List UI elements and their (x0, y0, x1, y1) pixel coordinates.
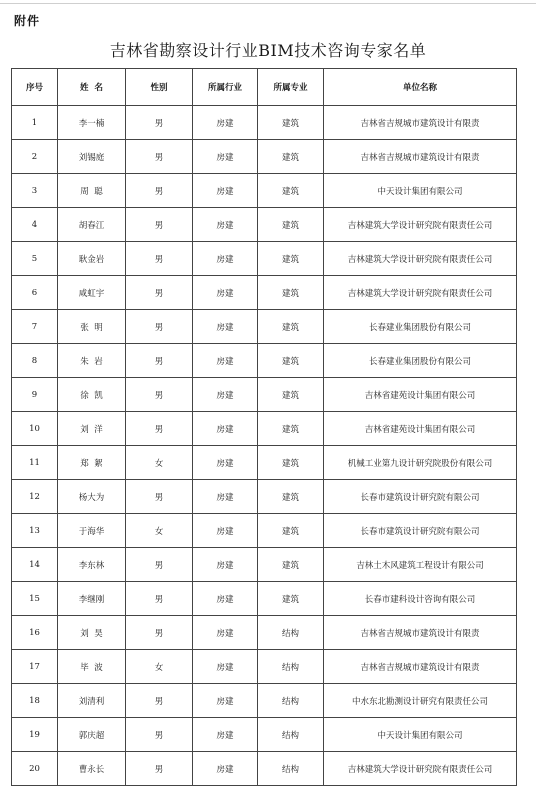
organization-cell: 机械工业第九设计研究院股份有限公司 (324, 446, 517, 480)
header-industry: 所属行业 (193, 69, 258, 106)
table-row (12, 310, 517, 344)
table-row (12, 412, 517, 446)
gender-cell: 男 (126, 140, 193, 174)
table-row (12, 718, 517, 752)
serial-number-cell: 14 (12, 548, 58, 582)
table-row (12, 548, 517, 582)
industry-cell: 房建 (193, 140, 258, 174)
serial-number-cell: 11 (12, 446, 58, 480)
industry-cell: 房建 (193, 514, 258, 548)
organization-cell: 吉林省吉规城市建筑设计有限责 (324, 106, 517, 140)
specialty-cell: 结构 (258, 650, 324, 684)
specialty-cell: 建筑 (258, 548, 324, 582)
gender-cell: 男 (126, 208, 193, 242)
industry-cell: 房建 (193, 446, 258, 480)
table-row (12, 684, 517, 718)
table-row (12, 378, 517, 412)
name-cell: 李一楠 (58, 106, 126, 140)
table-row (12, 208, 517, 242)
table-row (12, 582, 517, 616)
gender-cell: 男 (126, 310, 193, 344)
table-row (12, 514, 517, 548)
specialty-cell: 建筑 (258, 310, 324, 344)
specialty-cell: 建筑 (258, 344, 324, 378)
serial-number-cell: 18 (12, 684, 58, 718)
table-row (12, 650, 517, 684)
serial-number-cell: 4 (12, 208, 58, 242)
industry-cell: 房建 (193, 378, 258, 412)
serial-number-cell: 16 (12, 616, 58, 650)
organization-cell: 吉林省吉规城市建筑设计有限责 (324, 140, 517, 174)
gender-cell: 男 (126, 344, 193, 378)
specialty-cell: 建筑 (258, 378, 324, 412)
specialty-cell: 建筑 (258, 582, 324, 616)
specialty-cell: 结构 (258, 718, 324, 752)
organization-cell: 吉林建筑大学设计研究院有限责任公司 (324, 276, 517, 310)
table-row (12, 616, 517, 650)
serial-number-cell: 15 (12, 582, 58, 616)
table-row (12, 106, 517, 140)
industry-cell: 房建 (193, 310, 258, 344)
gender-cell: 男 (126, 412, 193, 446)
industry-cell: 房建 (193, 242, 258, 276)
table-row (12, 276, 517, 310)
name-cell: 刘 洋 (58, 412, 126, 446)
industry-cell: 房建 (193, 412, 258, 446)
serial-number-cell: 8 (12, 344, 58, 378)
specialty-cell: 结构 (258, 616, 324, 650)
name-cell: 郭庆超 (58, 718, 126, 752)
name-cell: 刘 昊 (58, 616, 126, 650)
expert-list-table (11, 68, 517, 786)
serial-number-cell: 2 (12, 140, 58, 174)
specialty-cell: 建筑 (258, 412, 324, 446)
organization-cell: 中天设计集团有限公司 (324, 718, 517, 752)
gender-cell: 男 (126, 174, 193, 208)
name-cell: 周 聪 (58, 174, 126, 208)
serial-number-cell: 13 (12, 514, 58, 548)
gender-cell: 女 (126, 514, 193, 548)
organization-cell: 吉林建筑大学设计研究院有限责任公司 (324, 208, 517, 242)
organization-cell: 中水东北勘测设计研究有限责任公司 (324, 684, 517, 718)
gender-cell: 女 (126, 446, 193, 480)
name-cell: 李东林 (58, 548, 126, 582)
organization-cell: 长春市建筑设计研究院有限公司 (324, 514, 517, 548)
document-title: 吉林省勘察设计行业BIM技术咨询专家名单 (109, 41, 427, 60)
organization-cell: 长春建业集团股份有限公司 (324, 310, 517, 344)
specialty-cell: 建筑 (258, 514, 324, 548)
industry-cell: 房建 (193, 106, 258, 140)
organization-cell: 吉林省建苑设计集团有限公司 (324, 378, 517, 412)
organization-cell: 中天设计集团有限公司 (324, 174, 517, 208)
table-row (12, 752, 517, 786)
organization-cell: 吉林建筑大学设计研究院有限责任公司 (324, 752, 517, 786)
gender-cell: 男 (126, 718, 193, 752)
header-specialty: 所属专业 (258, 69, 324, 106)
specialty-cell: 结构 (258, 752, 324, 786)
serial-number-cell: 6 (12, 276, 58, 310)
gender-cell: 男 (126, 548, 193, 582)
industry-cell: 房建 (193, 616, 258, 650)
gender-cell: 男 (126, 616, 193, 650)
name-cell: 胡春江 (58, 208, 126, 242)
name-cell: 徐 凯 (58, 378, 126, 412)
serial-number-cell: 5 (12, 242, 58, 276)
table-row (12, 174, 517, 208)
header-organization: 单位名称 (324, 69, 517, 106)
serial-number-cell: 9 (12, 378, 58, 412)
organization-cell: 长春建业集团股份有限公司 (324, 344, 517, 378)
organization-cell: 长春市建筑设计研究院有限公司 (324, 480, 517, 514)
serial-number-cell: 10 (12, 412, 58, 446)
serial-number-cell: 3 (12, 174, 58, 208)
name-cell: 于海华 (58, 514, 126, 548)
industry-cell: 房建 (193, 582, 258, 616)
table-body (12, 106, 517, 786)
organization-cell: 吉林建筑大学设计研究院有限责任公司 (324, 242, 517, 276)
name-cell: 郑 絮 (58, 446, 126, 480)
gender-cell: 男 (126, 378, 193, 412)
name-cell: 毕 波 (58, 650, 126, 684)
name-cell: 耿金岩 (58, 242, 126, 276)
industry-cell: 房建 (193, 344, 258, 378)
table-row (12, 480, 517, 514)
serial-number-cell: 20 (12, 752, 58, 786)
specialty-cell: 建筑 (258, 480, 324, 514)
header-serial-number: 序号 (12, 69, 58, 106)
industry-cell: 房建 (193, 276, 258, 310)
name-cell: 朱 岩 (58, 344, 126, 378)
specialty-cell: 建筑 (258, 174, 324, 208)
table-header-row (12, 69, 517, 106)
gender-cell: 女 (126, 650, 193, 684)
table-row (12, 242, 517, 276)
gender-cell: 男 (126, 684, 193, 718)
serial-number-cell: 17 (12, 650, 58, 684)
page-top-rule (0, 3, 536, 4)
name-cell: 张 明 (58, 310, 126, 344)
table-row (12, 140, 517, 174)
specialty-cell: 建筑 (258, 208, 324, 242)
attachment-label: 附件 (14, 14, 41, 28)
gender-cell: 男 (126, 106, 193, 140)
organization-cell: 吉林土木风建筑工程设计有限公司 (324, 548, 517, 582)
industry-cell: 房建 (193, 548, 258, 582)
name-cell: 杨大为 (58, 480, 126, 514)
specialty-cell: 结构 (258, 684, 324, 718)
industry-cell: 房建 (193, 718, 258, 752)
name-cell: 李继刚 (58, 582, 126, 616)
organization-cell: 吉林省吉规城市建筑设计有限责 (324, 616, 517, 650)
specialty-cell: 建筑 (258, 446, 324, 480)
specialty-cell: 建筑 (258, 140, 324, 174)
table-row (12, 446, 517, 480)
gender-cell: 男 (126, 242, 193, 276)
serial-number-cell: 7 (12, 310, 58, 344)
table-row (12, 344, 517, 378)
name-cell: 刘锡庭 (58, 140, 126, 174)
gender-cell: 男 (126, 480, 193, 514)
name-cell: 刘清利 (58, 684, 126, 718)
gender-cell: 男 (126, 582, 193, 616)
gender-cell: 男 (126, 276, 193, 310)
header-name: 姓 名 (58, 69, 126, 106)
organization-cell: 吉林省建苑设计集团有限公司 (324, 412, 517, 446)
specialty-cell: 建筑 (258, 242, 324, 276)
name-cell: 咸虹宇 (58, 276, 126, 310)
industry-cell: 房建 (193, 752, 258, 786)
name-cell: 曹永长 (58, 752, 126, 786)
specialty-cell: 建筑 (258, 276, 324, 310)
serial-number-cell: 19 (12, 718, 58, 752)
organization-cell: 吉林省吉规城市建筑设计有限责 (324, 650, 517, 684)
gender-cell: 男 (126, 752, 193, 786)
organization-cell: 长春市建科设计咨询有限公司 (324, 582, 517, 616)
header-gender: 性别 (126, 69, 193, 106)
serial-number-cell: 12 (12, 480, 58, 514)
industry-cell: 房建 (193, 684, 258, 718)
industry-cell: 房建 (193, 174, 258, 208)
serial-number-cell: 1 (12, 106, 58, 140)
industry-cell: 房建 (193, 208, 258, 242)
industry-cell: 房建 (193, 480, 258, 514)
industry-cell: 房建 (193, 650, 258, 684)
specialty-cell: 建筑 (258, 106, 324, 140)
